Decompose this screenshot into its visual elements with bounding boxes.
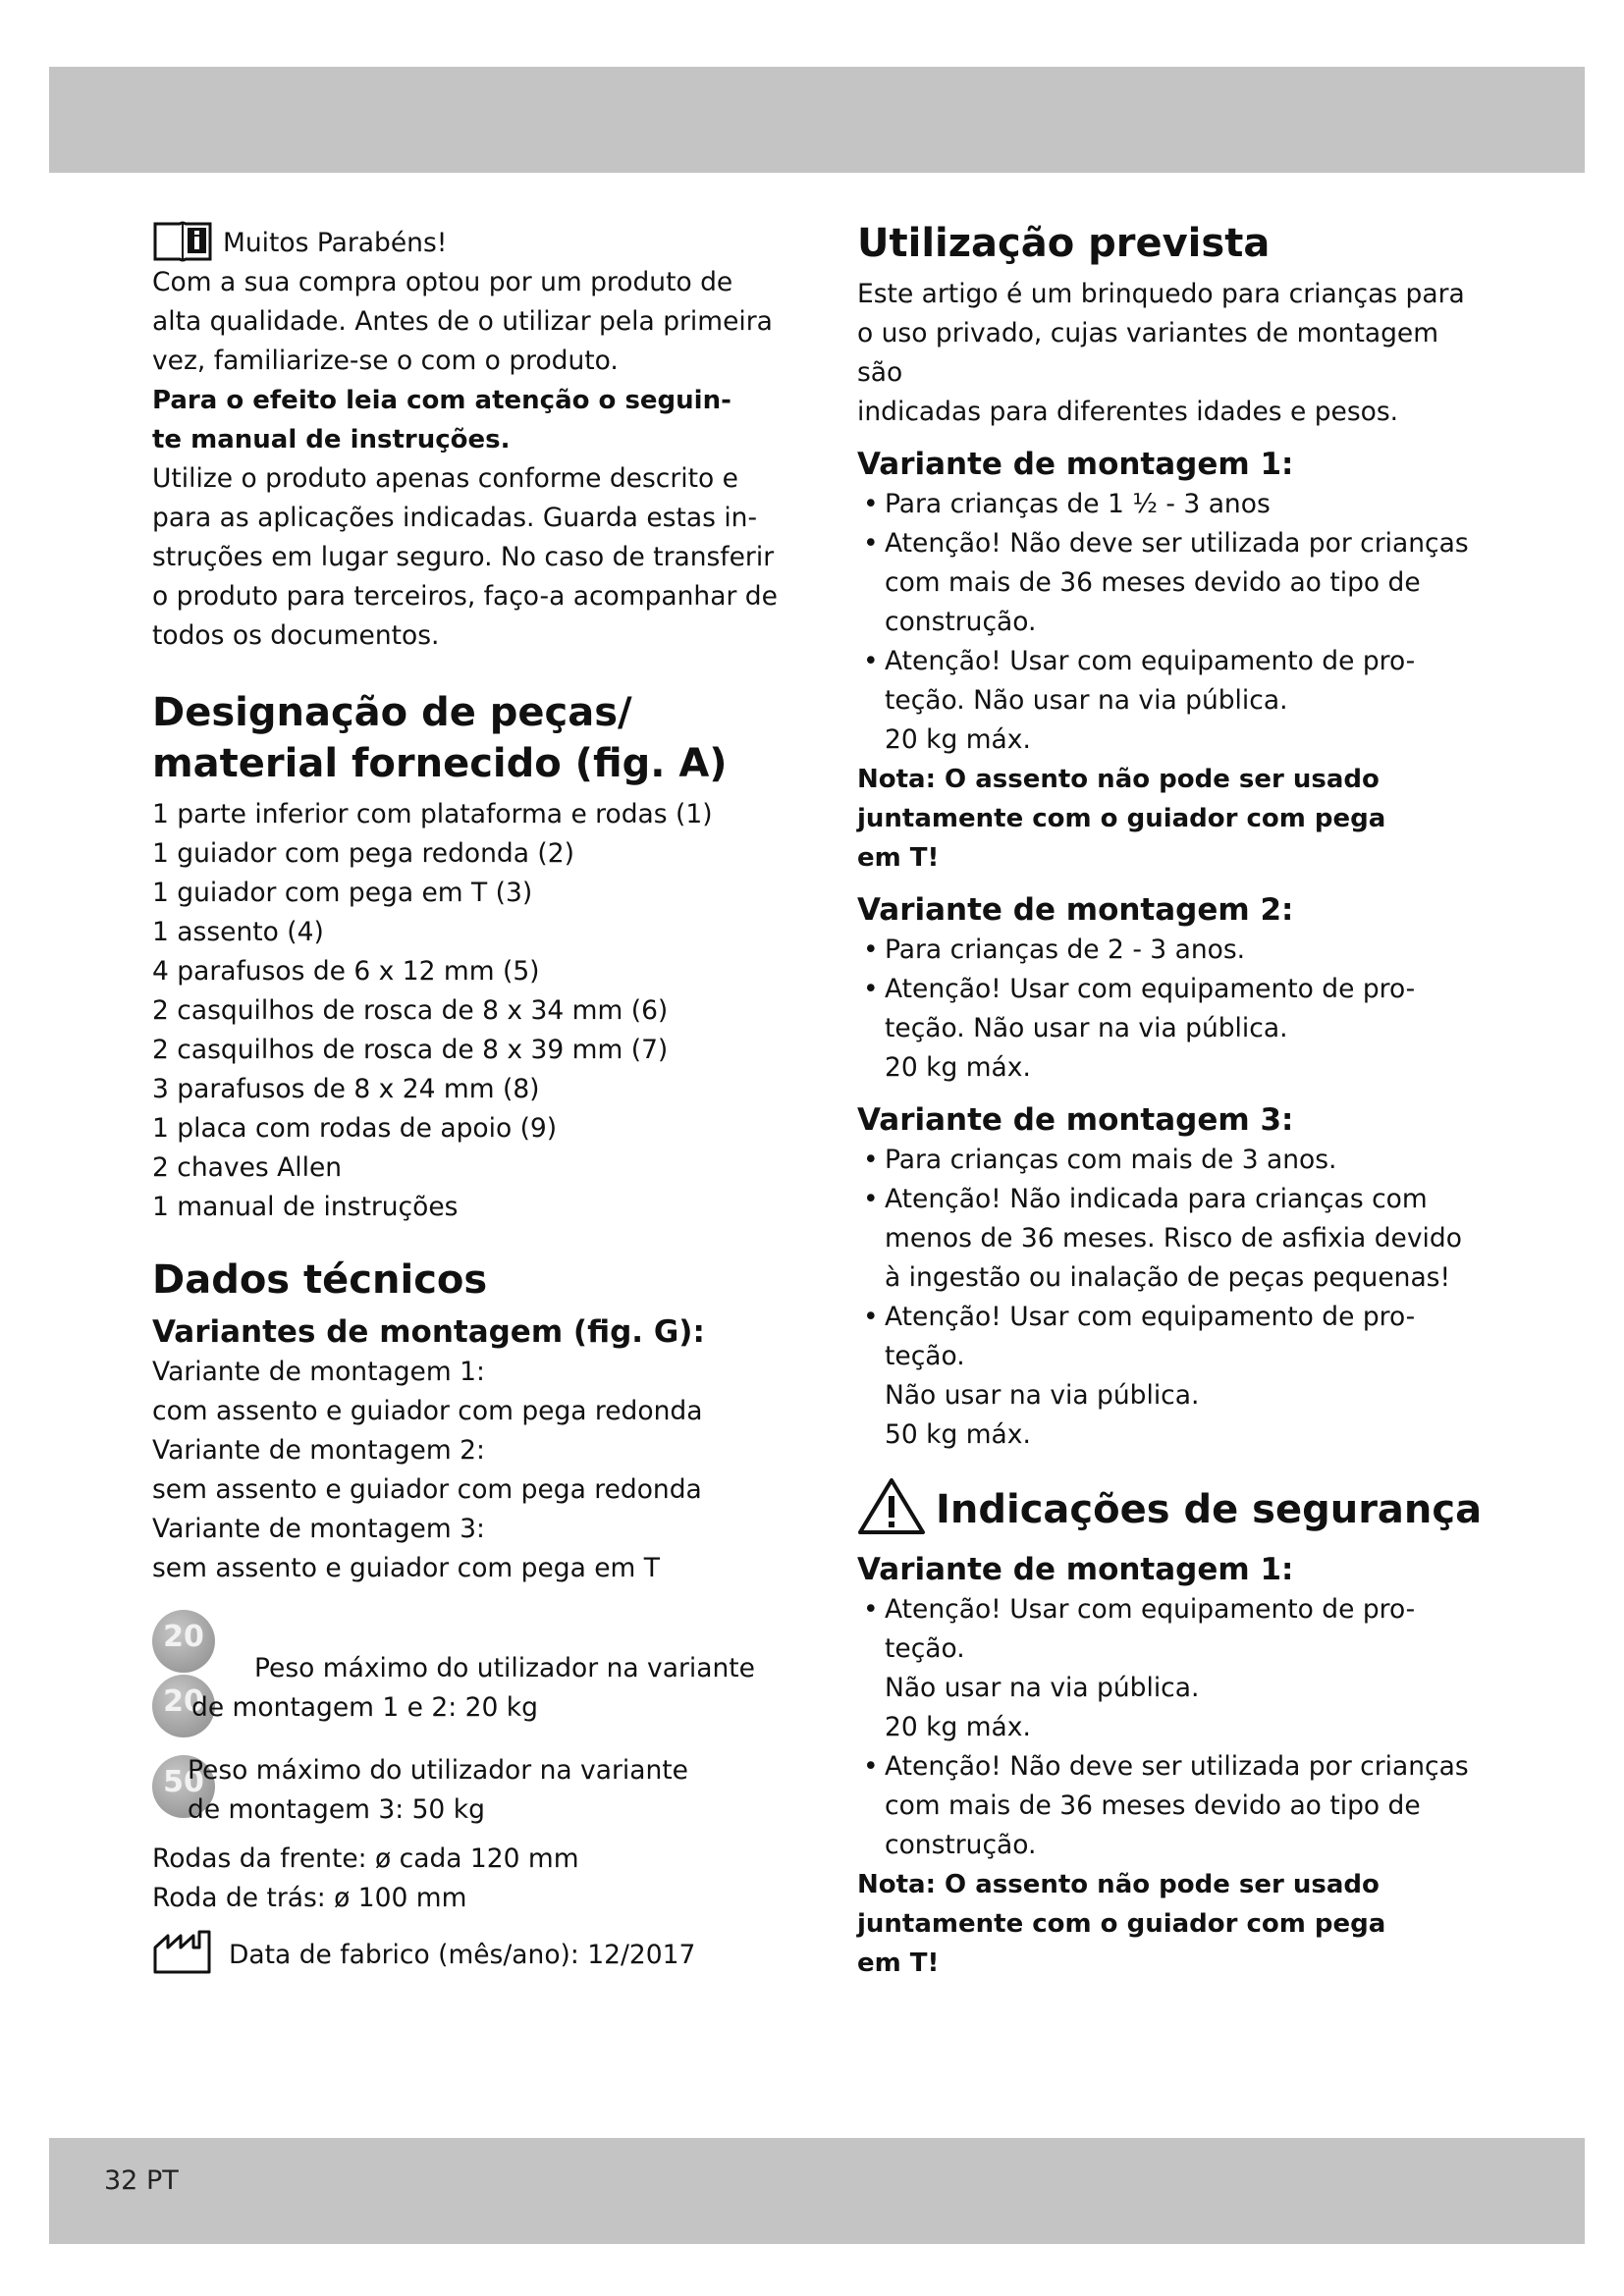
list-item: • Atenção! Não indicada para crianças com bbox=[863, 1184, 1428, 1214]
list-item-cont: com mais de 36 meses devido ao tipo de bbox=[885, 567, 1421, 598]
variant-line: sem assento e guiador com pega redonda bbox=[152, 1474, 702, 1505]
intro-title-row bbox=[152, 218, 785, 263]
intro-line: vez, familiarize-se o com o produto. bbox=[152, 346, 619, 376]
list-item-cont: teção. bbox=[885, 1633, 965, 1664]
variant-1-list bbox=[857, 642, 1486, 681]
wheel-spec: Rodas da frente: ø cada 120 mm bbox=[152, 1843, 579, 1874]
parts-item: 1 assento (4) bbox=[152, 917, 324, 947]
list-item: • Para crianças com mais de 3 anos. bbox=[863, 1145, 1337, 1175]
use-line: o uso privado, cujas variantes de montagem são bbox=[857, 318, 1439, 388]
intro-bold: te manual de instruções. bbox=[152, 425, 511, 454]
variant-2-heading: Variante de montagem 2: bbox=[857, 892, 1294, 928]
variants-heading: Variantes de montagem (fig. G): bbox=[152, 1314, 705, 1350]
safety-heading-row bbox=[857, 1476, 1486, 1535]
variant-line: com assento e guiador com pega redonda bbox=[152, 1396, 703, 1426]
intro-more: struções em lugar seguro. No caso de transferir bbox=[152, 542, 775, 572]
variant-line: Variante de montagem 1: bbox=[152, 1357, 485, 1387]
parts-item: 1 guiador com pega em T (3) bbox=[152, 878, 533, 908]
info-book-icon bbox=[152, 218, 213, 263]
parts-heading: Designação de peças/ bbox=[152, 690, 632, 735]
safety-list bbox=[857, 1747, 1486, 1787]
weight-note: 20 kg máx. bbox=[885, 1052, 1031, 1083]
manufacture-date: Data de fabrico (mês/ano): 12/2017 bbox=[229, 1940, 696, 1970]
weight-text: Peso máximo do utilizador na variante bbox=[254, 1653, 755, 1683]
variant-1-heading: Variante de montagem 1: bbox=[857, 447, 1294, 482]
header-band bbox=[49, 67, 1585, 173]
weight-note: 20 kg máx. bbox=[885, 1712, 1031, 1742]
factory-icon bbox=[152, 1928, 217, 1975]
intro-more: Utilize o produto apenas conforme descrito e bbox=[152, 463, 738, 494]
intro-bold: Para o efeito leia com atenção o seguin- bbox=[152, 386, 731, 415]
weight-text: de montagem 1 e 2: 20 kg bbox=[191, 1692, 538, 1723]
weight-badge-20-icon: 20 bbox=[152, 1675, 215, 1737]
weight-note: Não usar na via pública. bbox=[885, 1380, 1200, 1411]
weight-text: de montagem 3: 50 kg bbox=[188, 1794, 485, 1825]
list-item: • Atenção! Usar com equipamento de pro- bbox=[863, 646, 1416, 676]
list-item: • Atenção! Não deve ser utilizada por crianças bbox=[863, 528, 1469, 559]
footer-band bbox=[49, 2138, 1585, 2244]
list-item: • Atenção! Usar com equipamento de pro- bbox=[863, 1302, 1416, 1332]
list-item-cont: construção. bbox=[885, 607, 1037, 637]
variant-2-list bbox=[857, 931, 1486, 1009]
list-item: • Atenção! Não deve ser utilizada por crianças bbox=[863, 1751, 1469, 1782]
page-number: 32 PT bbox=[104, 2165, 179, 2196]
list-item: • Para crianças de 1 ½ - 3 anos bbox=[863, 489, 1271, 519]
weight-note: 50 kg máx. bbox=[885, 1419, 1031, 1450]
weight-info-50 bbox=[152, 1751, 785, 1834]
variant-3-list bbox=[857, 1141, 1486, 1219]
list-item-cont: construção. bbox=[885, 1830, 1037, 1860]
parts-item: 1 placa com rodas de apoio (9) bbox=[152, 1113, 558, 1144]
parts-item: 1 guiador com pega redonda (2) bbox=[152, 838, 574, 869]
variant-line: sem assento e guiador com pega em T bbox=[152, 1553, 660, 1583]
list-item-cont: teção. Não usar na via pública. bbox=[885, 685, 1288, 716]
list-item-cont: teção. Não usar na via pública. bbox=[885, 1013, 1288, 1043]
intro-more: para as aplicações indicadas. Guarda estas in- bbox=[152, 503, 758, 533]
variant-line: Variante de montagem 3: bbox=[152, 1514, 485, 1544]
note-bold: Nota: O assento não pode ser usado bbox=[857, 1870, 1380, 1899]
intro-more: todos os documentos. bbox=[152, 620, 440, 651]
variant-3-list bbox=[857, 1298, 1486, 1337]
note-bold: em T! bbox=[857, 1949, 940, 1978]
parts-item: 3 parafusos de 8 x 24 mm (8) bbox=[152, 1074, 540, 1104]
list-item: • Atenção! Usar com equipamento de pro- bbox=[863, 974, 1416, 1004]
parts-item: 2 casquilhos de rosca de 8 x 34 mm (6) bbox=[152, 995, 669, 1026]
list-item-cont: com mais de 36 meses devido ao tipo de bbox=[885, 1790, 1421, 1821]
note-bold: juntamente com o guiador com pega bbox=[857, 804, 1386, 833]
safety-variant-1-heading: Variante de montagem 1: bbox=[857, 1552, 1294, 1587]
use-line: indicadas para diferentes idades e pesos. bbox=[857, 397, 1399, 427]
weight-note: 20 kg máx. bbox=[885, 724, 1031, 755]
weight-badge-50-icon: 50 bbox=[152, 1755, 215, 1818]
intro-more: o produto para terceiros, faço-a acompanhar de bbox=[152, 581, 778, 612]
list-item: • Para crianças de 2 - 3 anos. bbox=[863, 934, 1246, 965]
wheel-spec: Roda de trás: ø 100 mm bbox=[152, 1883, 467, 1913]
parts-item: 2 chaves Allen bbox=[152, 1152, 343, 1183]
safety-heading: Indicações de segurança bbox=[936, 1487, 1483, 1532]
list-item-cont: teção. bbox=[885, 1341, 965, 1371]
parts-item: 1 manual de instruções bbox=[152, 1192, 459, 1222]
note-bold: em T! bbox=[857, 843, 940, 873]
weight-info-20 bbox=[152, 1610, 785, 1737]
parts-item: 1 parte inferior com plataforma e rodas (1) bbox=[152, 799, 713, 829]
variant-1-list bbox=[857, 485, 1486, 563]
right-column bbox=[857, 218, 1486, 1983]
weight-badge-20-icon: 20 bbox=[152, 1610, 215, 1673]
parts-heading: material fornecido (fig. A) bbox=[152, 741, 728, 786]
intro-title: Muitos Parabéns! bbox=[223, 228, 448, 258]
weight-note: Não usar na via pública. bbox=[885, 1673, 1200, 1703]
list-item: • Atenção! Usar com equipamento de pro- bbox=[863, 1594, 1416, 1625]
list-item-cont: à ingestão ou inalação de peças pequenas! bbox=[885, 1262, 1451, 1293]
use-heading: Utilização prevista bbox=[857, 221, 1271, 266]
intro-line: alta qualidade. Antes de o utilizar pela primeira bbox=[152, 306, 773, 337]
safety-list bbox=[857, 1590, 1486, 1629]
variant-line: Variante de montagem 2: bbox=[152, 1435, 485, 1466]
note-bold: juntamente com o guiador com pega bbox=[857, 1909, 1386, 1939]
parts-item: 2 casquilhos de rosca de 8 x 39 mm (7) bbox=[152, 1035, 669, 1065]
warning-triangle-icon bbox=[857, 1476, 926, 1535]
note-bold: Nota: O assento não pode ser usado bbox=[857, 765, 1380, 794]
left-column bbox=[152, 218, 785, 1975]
use-line: Este artigo é um brinquedo para crianças para bbox=[857, 279, 1465, 309]
parts-item: 4 parafusos de 6 x 12 mm (5) bbox=[152, 956, 540, 987]
list-item-cont: menos de 36 meses. Risco de asfixia devido bbox=[885, 1223, 1462, 1254]
manufacture-row bbox=[152, 1928, 785, 1975]
variant-3-heading: Variante de montagem 3: bbox=[857, 1102, 1294, 1138]
tech-heading: Dados técnicos bbox=[152, 1257, 488, 1303]
intro-line: Com a sua compra optou por um produto de bbox=[152, 267, 733, 297]
weight-text: Peso máximo do utilizador na variante bbox=[188, 1755, 688, 1786]
